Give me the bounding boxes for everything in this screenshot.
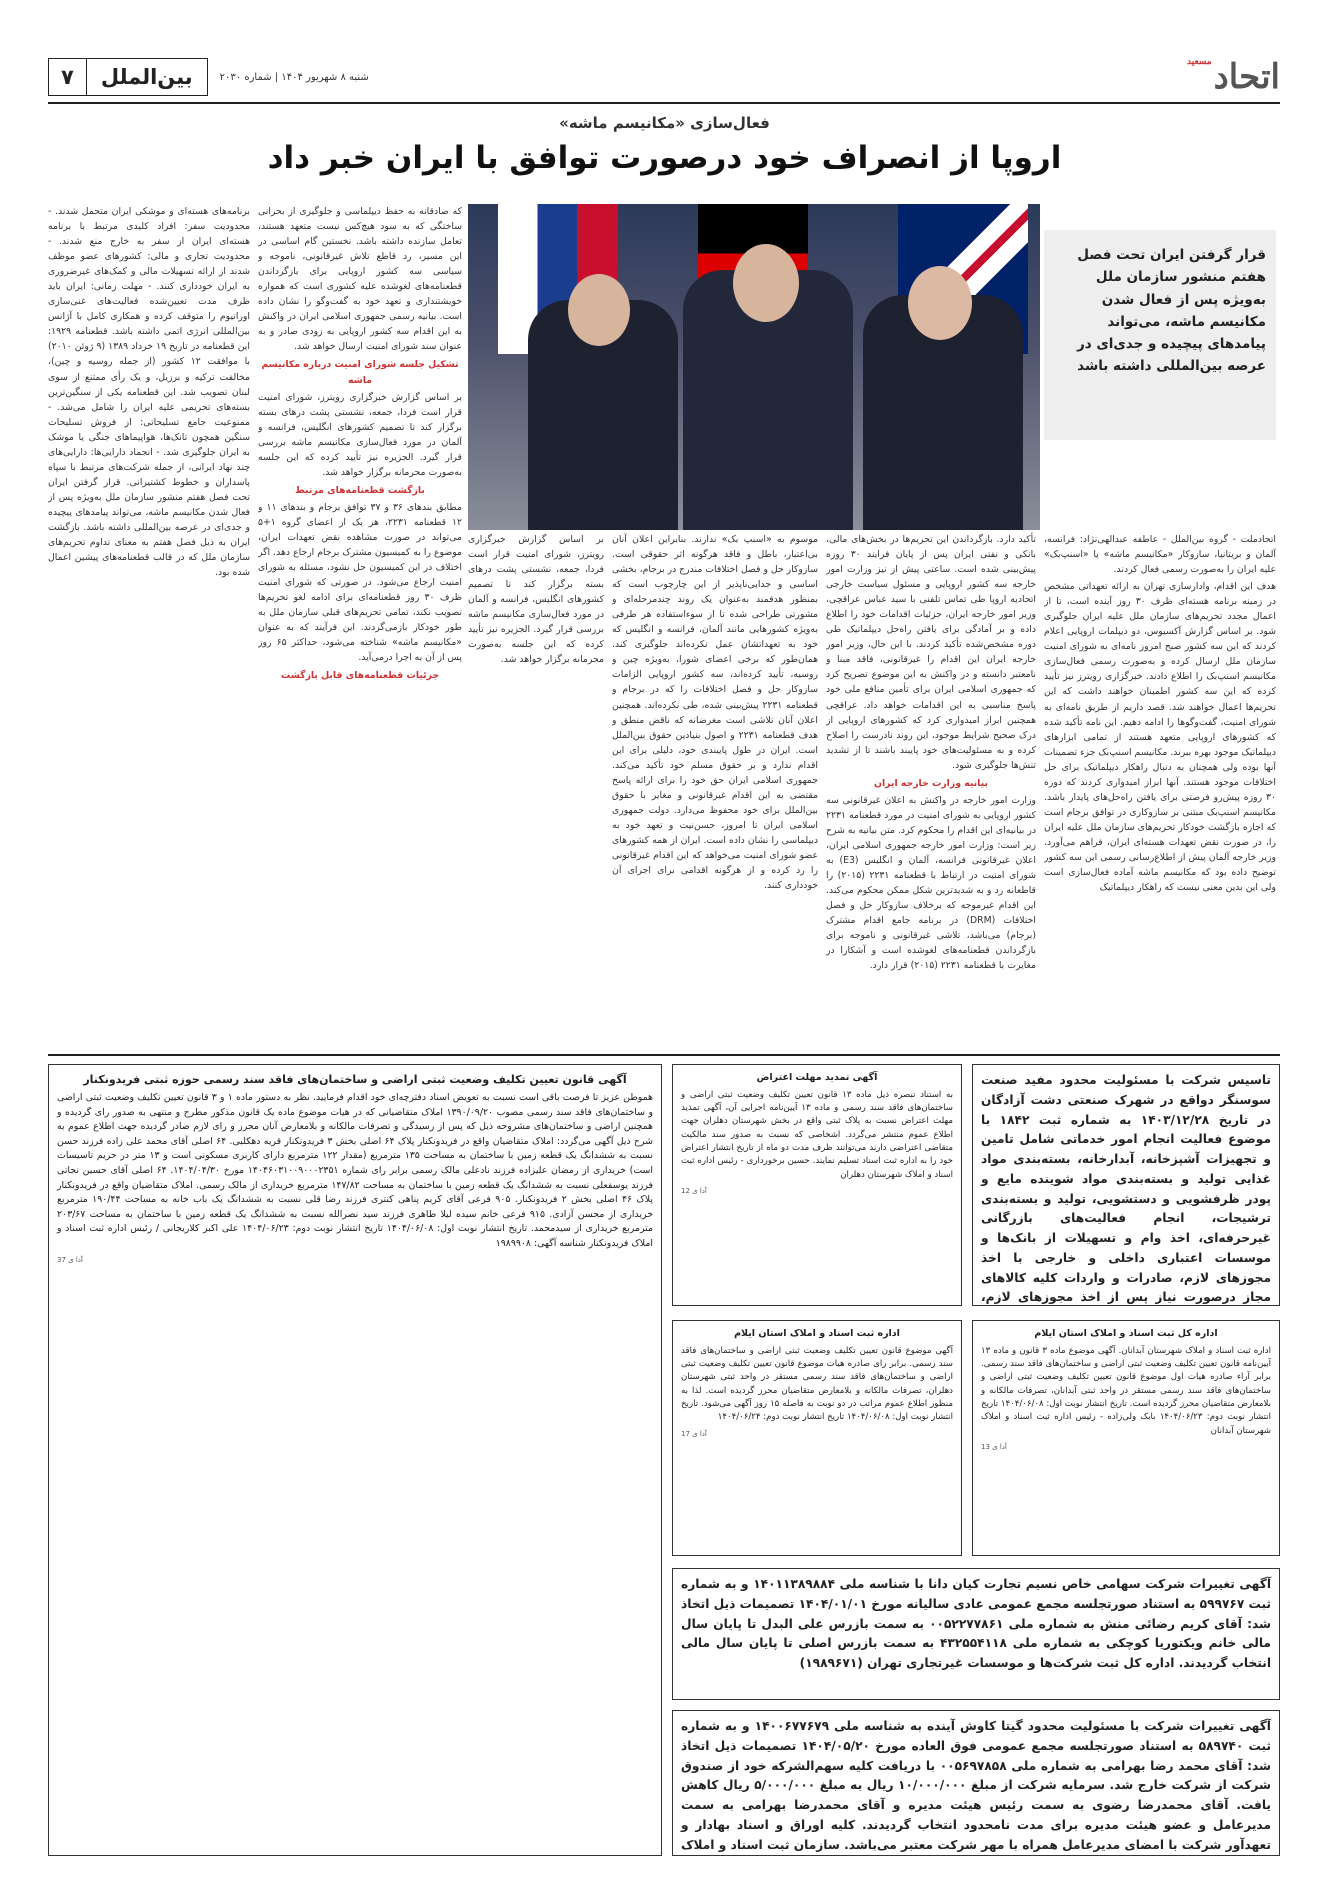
ad-objection-extension <box>672 1064 962 1306</box>
ad3-title: اداره ثبت اسناد و املاک استان ایلام <box>734 1328 900 1339</box>
column-right-text: هدف این اقدام، وادارسازی تهران به ارائه تعهداتی مشخص در زمینه برنامه هسته‌ای ظرف ۳۰ روز آینده است، تا از اعمال مجدد تحریم‌های سازمان ملل علیه ایران جلوگیری شود. بر اساس گزارش آکسیوس، دو دیپلمات اروپایی اعلام کردند که این سه کشور صبح امروز نامه‌ای به شورای امنیت سازمان ملل ارسال کرده و به‌صورت رسمی فعال‌سازی مکانیسم اسنپ‌بک را اطلاع دادند. خبرگزاری رویترز نیز تأیید کرده که این سه کشور اطمینان خواهند داشت که این تحریم‌ها اعمال خواهند شد. قصد داریم از طریق نامه‌ای به شورای امنیت، گفت‌وگوها را ادامه دهیم. این نامه تأکید شده که کشورهای اروپایی متعهد هستند از تمامی ابزارهای دیپلماتیک موجود بهره ببرند. مکانیسم اسنپ‌بک جزء تضمینات آنها بوده ولی همچنان به دنبال راهکار دیپلماتیک برای حل اختلافات موجود هستند. آنها ابراز امیدواری کردند که دوره ۳۰ روزه پیش‌رو فرصتی برای یافتن راه‌حل‌های پایدار باشد. مکانیسم اسنپ‌بک مبتنی بر سازوکاری در توافق برجام است که اجازه بازگشت خودکار تحریم‌های سازمان ملل علیه ایران را، در صورت نقض تعهدات هسته‌ای ایران، فراهم می‌آورد. وزیر خارجه آلمان پیش از اطلاع‌رسانی رسمی این سه کشور توضیح داده بود که مکانیسم ماشه آماده فعال‌سازی است ولی این بدین معنی نیست که راهکار دیپلماتیک <box>1044 581 1276 894</box>
person-right-head <box>908 266 972 340</box>
column-4-subhead: تشکیل جلسه شورای امنیت درباره مکانیسم ماشه <box>261 359 459 386</box>
dateline: شنبه ۸ شهریور ۱۴۰۴ | شماره ۲۰۳۰ <box>219 71 369 83</box>
masthead <box>48 52 1280 104</box>
column-4-text-b: بر اساس گزارش خبرگزاری رویترز، شورای امنیت قرار است فردا، جمعه، نشستی پشت درهای بسته برگزار کند تا تصمیم کشورهای انگلیس، فرانسه و آلمان در مورد فعال‌سازی مکانیسم ماشه بررسی قرار گیرد. الجزیره نیز تأیید کرده که این جلسه به‌صورت محرمانه برگزار خواهد شد. <box>258 391 462 478</box>
column-2-text-b: وزارت امور خارجه در واکنش به اعلان غیرقانونی سه کشور اروپایی به شورای امنیت در مورد قطعنامه ۲۲۳۱ در بیانیه‌ای این اقدام را محکوم کرد. متن بیانیه به شرح زیر است: وزارت امور خارجه جمهوری اسلامی ایران، اعلان غیرقانونی فرانسه، آلمان و انگلیس (E3) به شورای امنیت در ارتباط با قطعنامه ۲۲۳۱ (۲۰۱۵) را قاطعانه رد و به شدیدترین شکل ممکن محکوم می‌کند. این اقدام غیرموجه که برخلاف سازوکار حل و فصل اختلافات (DRM) در برنامه جامع اقدام مشترک (برجام) می‌باشد، تلاشی غیرقانونی و ناموجه برای بازگرداندن قطعنامه‌های لغوشده است و آشکارا در مغایرت با قطعنامه ۲۲۳۱ (۲۰۱۵) قرار دارد. <box>826 794 1036 972</box>
column-2-text: تأکید دارد. بازگرداندن این تحریم‌ها در بخش‌های مالی، بانکی و نفتی ایران پس از پایان فرایند ۳۰ روزه پیش‌بینی شده است. ساعتی پیش از نیز وزارت امور خارجه سه کشور اروپایی و مسئول سیاست خارجی اتحادیه اروپا طی تماس تلفنی با سید عباس عراقچی، وزیر امور خارجه ایران، جزئیات اقدامات خود را اطلاع داده و بر آمادگی برای یافتن راه‌حل دیپلماتیک طی دوره مشخص‌شده تأکید کردند. با این حال، وزیر امور خارجه ایران این اقدام را غیرقانونی، فاقد مبنا و نامعتبر دانسته و در واکنش به این موضوع تصریح کرد که جمهوری اسلامی ایران برای تأمین منافع ملی خود پاسخ مناسبی به این اقدامات خواهد داد. عراقچی همچنین ابراز امیدواری کرد که کشورهای اروپایی از درک صحیح شرایط موجود، این روند نادرست را اصلاح کرده و به مسئولیت‌های خود پایبند باشند تا از تشدید تنش‌ها جلوگیری شود. <box>826 534 1036 771</box>
ad6-body: آگهی تغییرات شرکت سهامی خاص نسیم تجارت کیان دانا با شناسه ملی ۱۴۰۱۱۳۸۹۸۸۴ و به شماره ثبت ۵۹۹۷۶۷ به استناد صورتجلسه مجمع عمومی عادی سالیانه مورخ ۱۴۰۴/۰۱/۰۱ تصمیمات ذیل اتخاذ شد: آقای کریم رضائی منش به شماره ملی ۰۰۵۲۲۷۷۸۶۱ به سمت بازرس علی البدل تا پایان سال مالی خانم ویکتوریا کوچکی به شماره ملی ۴۳۲۵۵۴۱۱۸ به سمت بازرس اصلی تا پایان سال مالی انتخاب گردیدند. اداره کل ثبت شرکت‌ها و موسسات غیرتجاری تهران (۱۹۸۹۶۷۱) <box>681 1577 1272 1671</box>
ad5-body: هموطن عزیز تا فرصت باقی است نسبت به تعویض اسناد دفترچه‌ای خود اقدام فرمایید. نظر به دستور ماده ۱ و ۳ قانون تعیین تکلیف وضعیت ثبتی اراضی و ساختمان‌های فاقد سند رسمی مصوب ۱۳۹۰/۰۹/۲۰ املاک متقاضیانی که در هیات موضوع ماده یک قانون مذکور مطرح و منتهی به صدور رای گردیده و همچنین اراضی و ساختمان‌های مشروحه ذیل که پس از رسیدگی و تصرفات مالکانه و بلامعارض آنان محرز و رای لازم صادر گردیده جهت اطلاع عموم به شرح ذیل آگهی می‌گردد: املاک متقاضیان واقع در فریدونکنار پلاک ۶۴ اصلی بخش ۳ فریدونکنار قریه دهکلبی. ۶۴ اصلی آقای محمد علی زاده فرزند حسن نسبت به ششدانگ یک قطعه زمین با ساختمان به مساحت ۱۳۵ مترمربع (مقدار ۱۲۲ مترمربع دارای کاربری مسکونی است و ۱۳ متر در حریم تاسیسات است) خریداری از رمضان علیزاده فرزند نادعلی مالک رسمی برابر رای شماره ۱۴۰۴۶۰۳۱۰۰۹۰۰۰۲۳۵۱ مورخ ۱۴۰۴/۰۴/۳۰. ۶۴ اصلی آقای حسین نجاتی فرزند یوسفعلی نسبت به ششدانگ یک قطعه زمین با ساختمان به مساحت ۱۴۷/۸۲ مترمربع خریداری از مالک رسمی. املاک متقاضیان واقع در فریدونکنار پلاک ۴۶ اصلی بخش ۲ فریدونکنار. ۹۰۵ فرعی آقای کریم پناهی کنتری فرزند رضا قلی نسبت به ششدانگ یک باب خانه به مساحت ۱۹۰/۴۴ مترمربع خریداری از محسن آزادی. ۹۱۵ فرعی خانم سیده لیلا طاهری فرزند سید نصرالله نسبت به ششدانگ یک قطعه زمین با ساختمان به مساحت ۲۰۳/۶۷ مترمربع خریداری از سیدمحمد. تاریخ انتشار نوبت اول: ۱۴۰۴/۰۶/۰۸ تاریخ انتشار نوبت دوم: ۱۴۰۴/۰۶/۲۳ علی اکبر کلاریجانی / رئیس اداره ثبت اسناد و املاک فریدونکنار شناسه آگهی: ۱۹۸۹۹۰۸ <box>57 1092 654 1249</box>
column-4-text: که صادقانه به حفظ دیپلماسی و جلوگیری از بحرانی ساختگی که به سود هیچ‌کس نیست متعهد هستند، تعامل سازنده داشته باشد. نخستین گام اساسی در این مسیر، رد قاطع تلاش غیرقانونی، ناموجه و سیاسی سه کشور اروپایی برای بازگرداندن قطعنامه‌های لغوشده علیه کشوری است که همواره خویشتنداری و تعهد خود به گفت‌وگو را نشان داده است. بیانیه رسمی جمهوری اسلامی ایران در واکنش به این اقدام سه کشور اروپایی به زودی صادر و به عنوان سند شورای امنیت ارسال خواهد شد. <box>258 206 462 353</box>
ad-kian-dana-changes <box>672 1568 1280 1700</box>
ad5-title: آگهی قانون تعیین تکلیف وضعیت ثبتی اراضی و ساختمان‌های فاقد سند رسمی حوزه ثبتی فریدونکنار <box>83 1073 627 1086</box>
page-number: ۷ <box>61 65 74 89</box>
ad4-code: آدا ی 13 <box>981 1442 1007 1451</box>
person-center-head <box>733 244 799 322</box>
column-4-subhead-3: جزئیات قطعنامه‌های قابل بازگشت <box>280 670 440 682</box>
ad2-body: به استناد تبصره ذیل ماده ۱۳ قانون تعیین تکلیف وضعیت ثبتی اراضی و ساختمان‌های فاقد سند رسمی و ماده ۱۳ آیین‌نامه اجرایی آن، آگهی تمدید مهلت اعتراض نسبت به پلاک ثبتی واقع در بخش شهرستان دهلران جهت اطلاع عموم منتشر می‌گردد. اشخاصی که نسبت به صدور سند مالکیت متقاضی اعتراضی دارند می‌توانند ظرف مدت دو ماه از تاریخ انتشار اعتراض خود را به اداره ثبت اسناد تسلیم نمایند. حسین برخورداری - رئیس اداره ثبت اسناد و املاک شهرستان دهلران <box>681 1089 953 1180</box>
ad-ilam-registry <box>672 1320 962 1556</box>
logo-small-text: مسعید <box>1187 57 1212 67</box>
article-headline: اروپا از انصراف خود درصورت توافق با ایران خبر داد <box>267 140 1062 176</box>
article-kicker: فعال‌سازی «مکانیسم ماشه» <box>559 114 770 132</box>
ad-abdanan-registry <box>972 1320 1280 1556</box>
ad2-code: آدا ی 12 <box>681 1186 707 1195</box>
section-title: بین‌الملل <box>86 59 207 95</box>
ad3-code: آدا ی 17 <box>681 1429 707 1438</box>
column-2 <box>826 532 1036 1046</box>
column-left <box>48 204 250 1046</box>
column-right <box>1044 532 1276 1046</box>
ad1-body: تاسیس شرکت با مسئولیت محدود مفید صنعت سوسنگر دواقع در شهرک صنعتی دشت آزادگان در تاریخ ۱۴۰۳/۱۲/۲۸ به شماره ثبت ۱۸۴۲ با موضوع فعالیت انجام امور خدماتی شامل تامین و تجهیزات آشپزخانه، آبدارخانه، بسته‌بندی مواد غذایی تولید و بسته‌بندی مواد شوینده مایع و پودر ظرفشویی و دستشویی، تولید و بسته‌بندی ترشیجات، انجام فعالیت‌های بازرگانی غیرحرفه‌ای، اخذ وام و تسهیلات از بانک‌ها و موسسات اعتباری داخلی و خارجی با اخذ مجوزهای لازم، صادرات و واردات کلیه کالاهای مجاز درصورت نیاز پس از اخذ مجوزهای لازم، <box>981 1073 1271 1305</box>
column-3-text-block <box>612 532 818 1046</box>
pull-quote: قرار گرفتن ایران تحت فصل هفتم منشور سازمان ملل به‌ویژه پس از فعال شدن مکانیسم ماشه، می‌تواند پیامدهای پیچیده و جدی‌ای در عرصه بین‌المللی داشته باشد <box>1044 230 1276 440</box>
ad7-body: آگهی تغییرات شرکت با مسئولیت محدود گیتا کاوش آینده به شناسه ملی ۱۴۰۰۶۷۷۶۷۹ و به شماره ثبت ۵۸۹۷۴۰ به استناد صورتجلسه مجمع عمومی فوق العاده مورخ ۱۴۰۴/۰۵/۲۰ تصمیمات ذیل اتخاذ شد: آقای محمد رضا بهرامی به شماره ملی ۰۰۵۶۹۷۸۵۸ با دریافت کلیه سهم‌الشرکه خود از صندوق شرکت از شرکت خارج شد. سرمایه شرکت از مبلغ ۱۰/۰۰۰/۰۰۰ ریال به مبلغ ۵/۰۰۰/۰۰۰ ریال کاهش یافت. آقای محمدرضا رضوی به سمت رئیس هیئت مدیره و آقای محمدرضا بهرامی به سمت مدیرعامل و عضو هیئت مدیره برای مدت نامحدود انتخاب گردیدند. کلیه اوراق و اسناد بهادار و تعهدآور شرکت با امضای مدیرعامل همراه با مهر شرکت معتبر می‌باشد. سازمان ثبت اسناد و املاک <box>681 1719 1271 1852</box>
ads-divider <box>48 1054 1280 1056</box>
ad-company-registration <box>972 1064 1280 1306</box>
ad2-title: آگهی تمدید مهلت اعتراض <box>756 1072 878 1083</box>
column-4-text-c: مطابق بندهای ۳۶ و ۳۷ توافق برجام و بندهای ۱۱ و ۱۲ قطعنامه ۲۲۳۱، هر یک از اعضای گروه ۱+۵ می‌تواند در صورت مشاهده نقض تعهدات ایران، موضوع را به کمیسیون مشترک برجام ارجاع دهد. اگر اختلاف در این کمیسیون حل نشود، مسئله به شورای امنیت ارجاع می‌شود. در صورتی که شورای امنیت ظرف ۳۰ روز قطعنامه‌ای برای ادامه لغو تحریم‌ها تصویب نکند، تمامی تحریم‌های قبلی سازمان ملل به طور خودکار بازمی‌گردند. این فرآیند که به عنوان «مکانیسم ماشه» شناخته می‌شود، حداکثر ۶۵ روز پس از آن به اجرا درمی‌آید. <box>258 501 462 664</box>
leaders-photo <box>468 204 1040 530</box>
newspaper-logo <box>1187 57 1280 97</box>
ad4-title: اداره کل ثبت اسناد و املاک استان ایلام <box>1034 1328 1218 1339</box>
header-meta <box>48 58 369 96</box>
ad3-body: آگهی موضوع قانون تعیین تکلیف وضعیت ثبتی اراضی و ساختمان‌های فاقد سند رسمی. برابر رای صادره هیات موضوع قانون تعیین تکلیف وضعیت ثبتی اراضی و ساختمان‌های فاقد سند رسمی مستقر در واحد ثبتی شهرستان دهلران، تصرفات مالکانه و بلامعارض متقاضیان محرز گردیده است. لذا به منظور اطلاع عموم مراتب در دو نوبت به فاصله ۱۵ روز آگهی می‌شود. تاریخ انتشار نوبت اول: ۱۴۰۴/۰۶/۰۸ تاریخ انتشار نوبت دوم: ۱۴۰۴/۰۶/۲۴ <box>681 1345 953 1423</box>
ad-gita-kavosh-changes <box>672 1710 1280 1856</box>
ad-fereydunkenar <box>48 1064 662 1856</box>
person-left-head <box>568 274 630 346</box>
column-4 <box>258 204 462 1046</box>
ad5-code: آدا ی 37 <box>57 1256 83 1265</box>
section-box <box>48 58 208 96</box>
ad4-body: اداره ثبت اسناد و املاک شهرستان آبدانان. آگهی موضوع ماده ۳ قانون و ماده ۱۳ آیین‌نامه قانون تعیین تکلیف وضعیت ثبتی اراضی و ساختمان‌های فاقد سند رسمی. برابر آراء صادره هیات اول موضوع قانون تعیین تکلیف وضعیت ثبتی اراضی و ساختمان‌های فاقد سند رسمی مستقر در واحد ثبتی آبدانان، تصرفات مالکانه و بلامعارض متقاضیان محرز گردیده است. تاریخ انتشار نوبت اول: ۱۴۰۴/۰۶/۰۸ تاریخ انتشار نوبت دوم: ۱۴۰۴/۰۶/۲۳ بابک ولی‌زاده - رئیس اداره ثبت اسناد و املاک شهرستان آبدانان <box>981 1345 1272 1436</box>
column-4-subhead-2: بازگشت قطعنامه‌های مرتبط <box>295 484 425 496</box>
column-5 <box>468 532 604 1046</box>
logo-text: اتحاد <box>1213 57 1280 97</box>
column-left-text: برنامه‌های هسته‌ای و موشکی ایران متحمل شدند. - محدودیت سفر: افراد کلیدی مرتبط با برنامه هسته‌ای ایران از سفر به خارج منع شدند. - محدودیت تجاری و مالی: کشورهای عضو موظف شدند از ارائه تسهیلات مالی و کمک‌های غیرضروری به ایران خودداری کنند. - مهلت زمانی: ایران باید ظرف مدت تعیین‌شده فعالیت‌های غنی‌سازی اورانیوم را متوقف کرده و همکاری کامل با آژانس بین‌المللی انرژی اتمی داشته باشد. قطعنامه ۱۹۲۹: این قطعنامه در تاریخ ۱۹ خرداد ۱۳۸۹ (۹ ژوئن ۲۰۱۰) با موافقت ۱۲ کشور (از جمله روسیه و چین)، مخالفت ترکیه و برزیل، و یک رأی ممتنع از سوی لبنان تصویب شد. این قطعنامه یکی از سنگین‌ترین بسته‌های تحریمی علیه ایران را شامل می‌شد. - ممنوعیت جامع تسلیحاتی: از فروش تسلیحات سنگین همچون تانک‌ها، هواپیماهای جنگی یا موشک به ایران جلوگیری شد. - انجماد دارایی‌ها: دارایی‌های چند نهاد ایرانی، از جمله شرکت‌های مرتبط با سپاه پاسداران و خطوط کشتیرانی. قرار گرفتن ایران تحت فصل هفتم منشور سازمان ملل به‌ویژه پس از فعال شدن مکانیسم ماشه، می‌تواند پیامدهای پیچیده و جدی‌ای در عرصه بین‌المللی داشته باشد. بازگشت ایران به ذیل فصل هفتم به معنای تداوم تحریم‌های سازمان ملل که در قالب قطعنامه‌های پیشین اعمال شده بود. <box>48 206 250 579</box>
lead-paragraph: اتحادملت - گروه بین‌الملل - عاطفه عبدالهی‌نژاد: فرانسه، آلمان و بریتانیا، سازوکار «مکانیسم ماشه» یا «اسنپ‌بک» علیه ایران را به‌صورت رسمی فعال کردند. <box>1044 534 1276 576</box>
column-3-text: موسوم به «اسنپ بک» ندارند. بنابراین اعلان آنان بی‌اعتبار، باطل و فاقد هرگونه اثر حقوقی است. سازوکار حل و فصل اختلافات مندرج در برجام، بخشی اساسی و جدایی‌ناپذیر از این چارچوب است که بمنظور هدفمند به‌عنوان یک روند چندمرحله‌ای و مشورتی طراحی شده تا از سوءاستفاده هر طرفی به‌ویژه کشورهایی مانند آلمان، فرانسه و انگلیس که خود به تعهداتشان عمل نکرده‌اند جلوگیری کند. همان‌طور که برخی اعضای شورا، به‌ویژه چین و روسیه، تأیید کرده‌اند، سه کشور اروپایی الزامات سازوکار حل و فصل اختلافات را که در برجام و قطعنامه ۲۲۳۱ پیش‌بینی شده، طی نکرده‌اند. همچنین اعلان آنان تلاشی است مغرضانه که ناقض منطق و هدف قطعنامه ۲۲۳۱ و اصول بنیادین حقوق بین‌الملل است. ایران در طول پایبندی خود، دلیلی برای این اقدام ندارد و بر حقوق مسلم خود تأکید می‌کند. جمهوری اسلامی ایران حق خود را برای ارائه پاسخ مقتضی به این اقدام غیرقانونی و مغایر با حقوق بین‌الملل برای خود محفوظ می‌دارد. دولت جمهوری اسلامی ایران تا امروز، حسن‌نیت و تعهد خود به دیپلماسی را نشان داده است. ایران از همه کشورهای عضو شورای امنیت می‌خواهد که این اقدام غیرقانونی را رد کرده و از هرگونه اقدامی برای اجرای آن خودداری کنند. <box>612 534 818 892</box>
column-5-text: بر اساس گزارش خبرگزاری رویترز، شورای امنیت قرار است فردا، جمعه، نشستی پشت درهای بسته برگزار کند تا تصمیم کشورهای انگلیس، فرانسه و آلمان در مورد فعال‌سازی مکانیسم ماشه بررسی قرار گیرد. الجزیره نیز تأیید کرده که این جلسه به‌صورت محرمانه برگزار خواهد شد. <box>468 534 604 666</box>
column-2-subhead: بیانیه وزارت خارجه ایران <box>874 777 988 789</box>
